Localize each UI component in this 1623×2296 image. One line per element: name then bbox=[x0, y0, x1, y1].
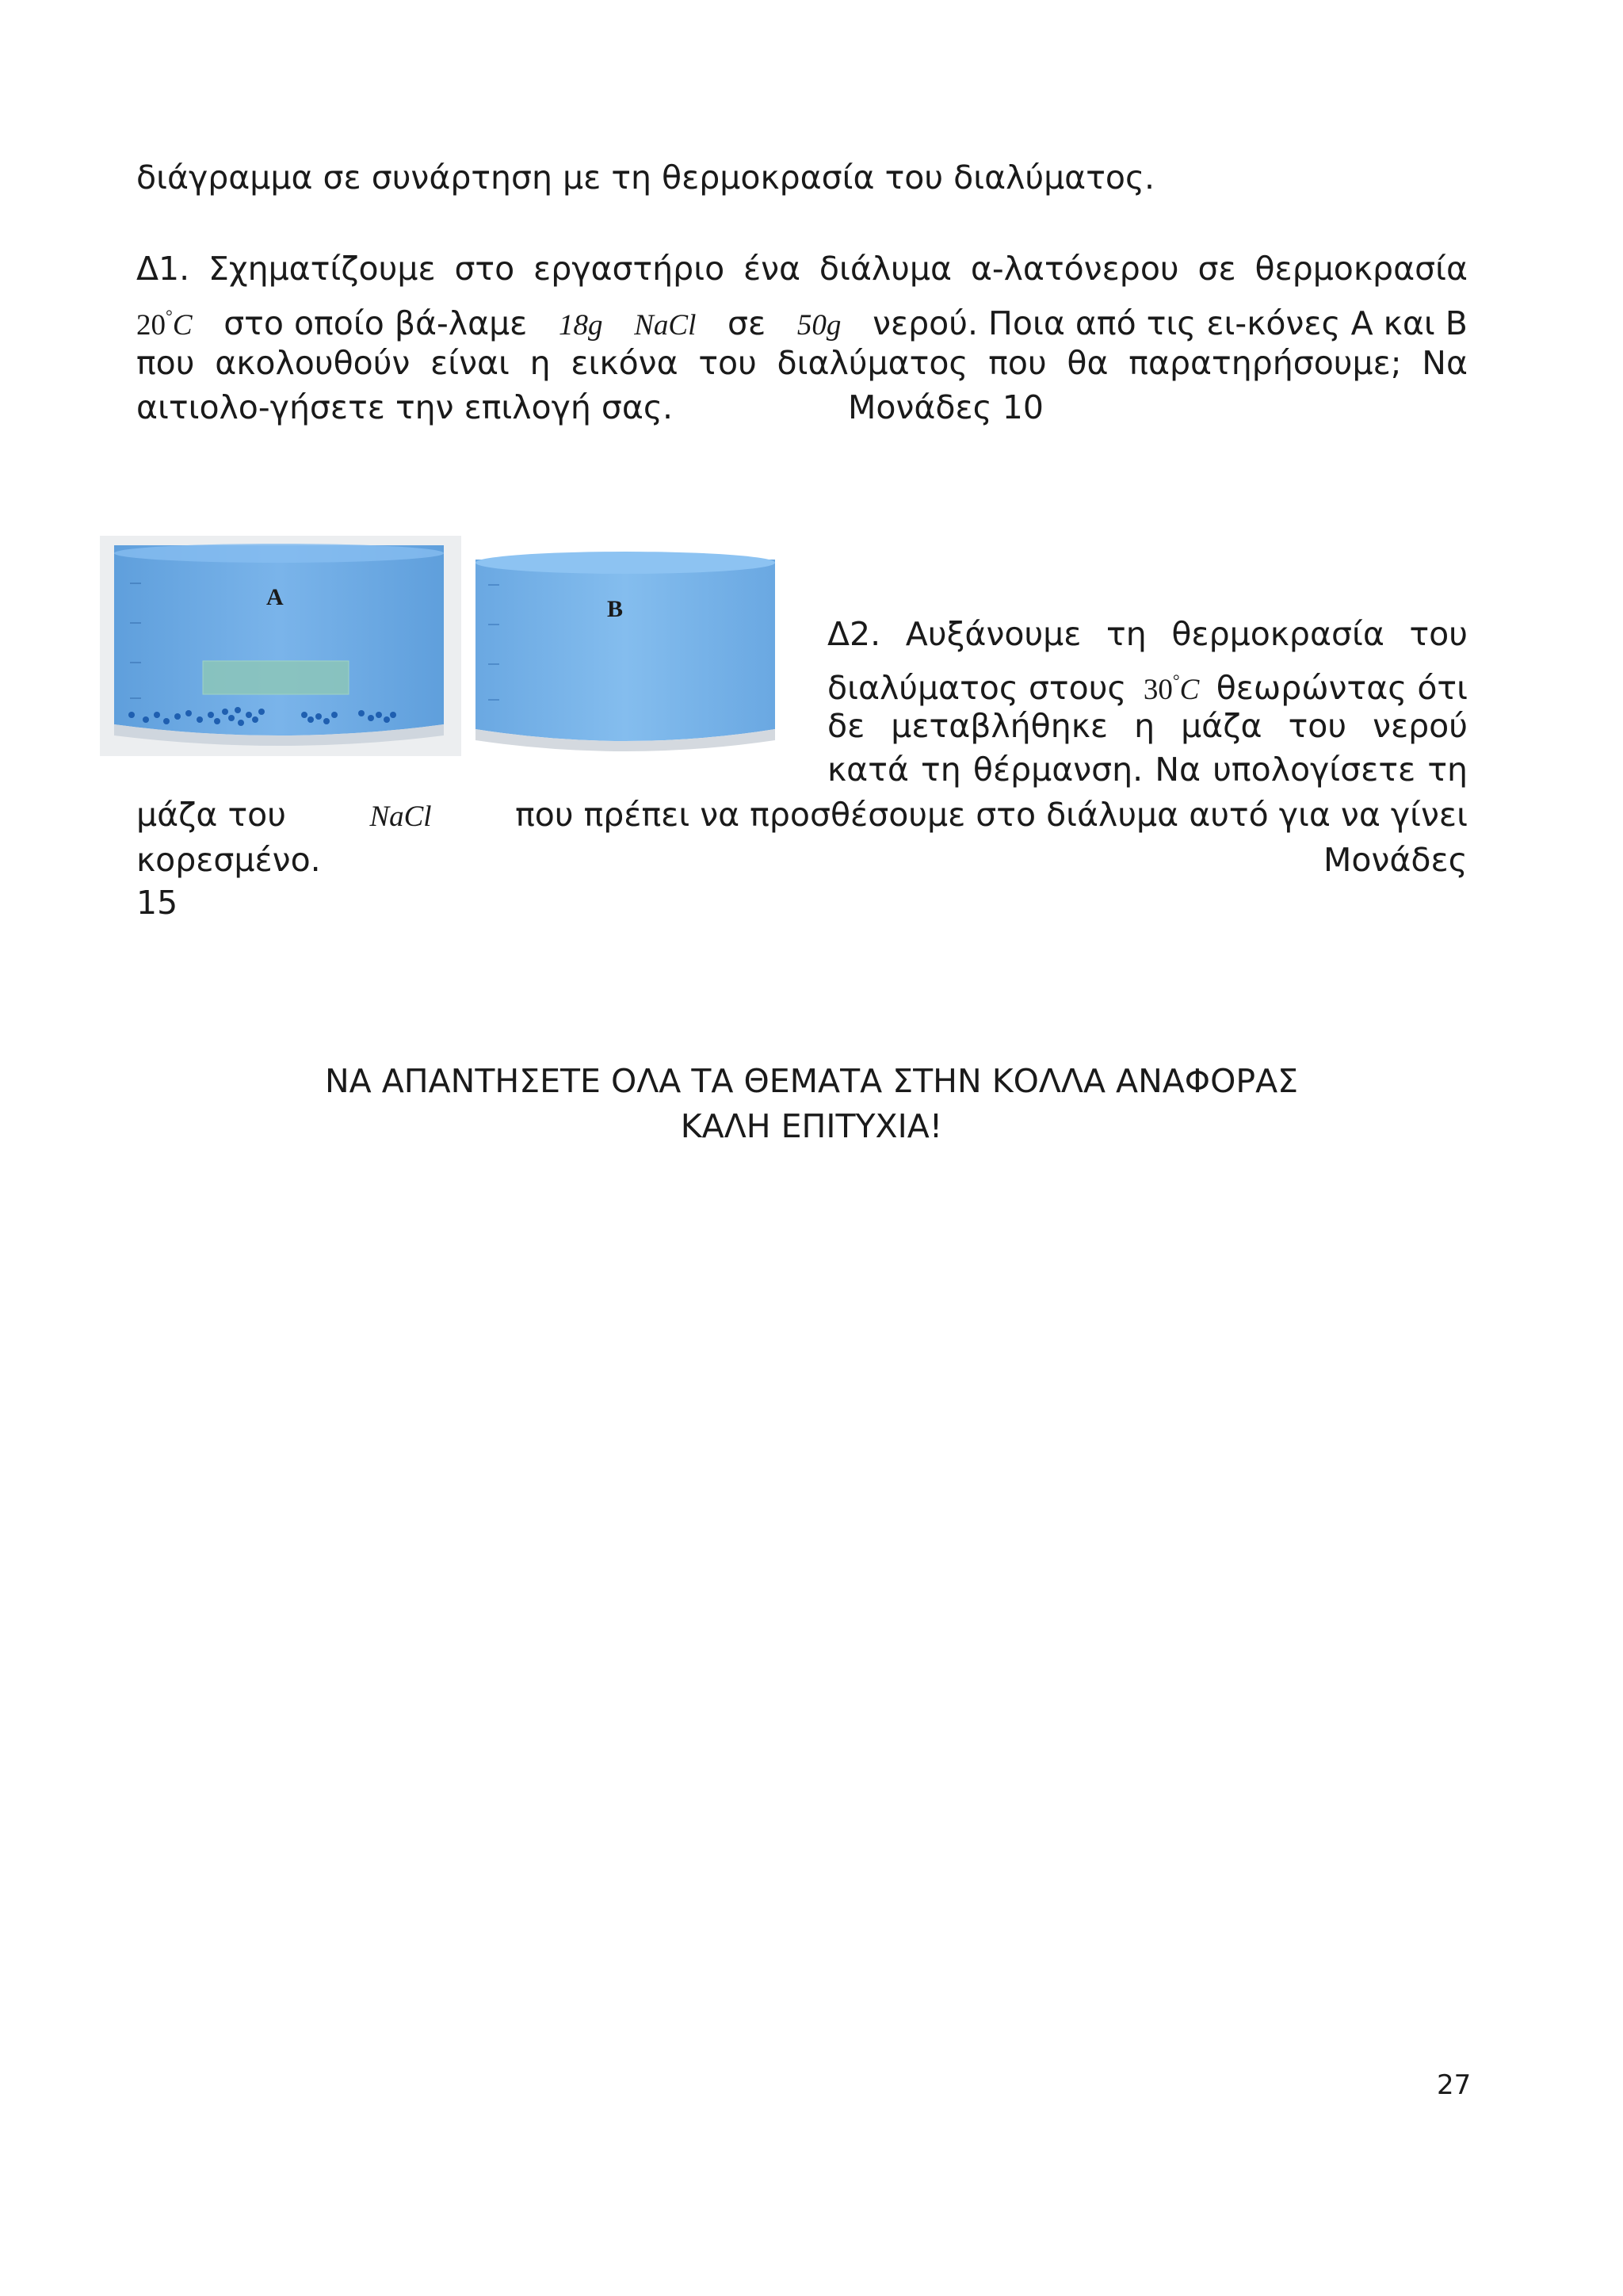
d2-text-assuming: θεωρώντας ότι bbox=[1216, 669, 1468, 707]
closing-instruction: ΝΑ ΑΠΑΝΤΗΣΕΤΕ ΟΛΑ ΤΑ ΘΕΜΑΤΑ ΣΤΗΝ ΚΟΛΛΑ ΑΝΑΦΟΡΑΣ bbox=[324, 1062, 1299, 1100]
d1-points: Μονάδες 10 bbox=[848, 388, 1044, 426]
d2-points-value: 15 bbox=[136, 884, 178, 922]
page-number: 27 bbox=[1437, 2069, 1472, 2101]
d2-line-4: κατά τη θέρμανση. Να υπολογίσετε τη bbox=[827, 751, 1468, 789]
d1-water-mass: 50g bbox=[796, 309, 842, 342]
d1-text-question: νερού. Ποια από τις ει-κόνες A και B bbox=[873, 304, 1468, 342]
d1-temperature: 20°C bbox=[136, 306, 193, 342]
d2-line-1: Δ2. Αυξάνουμε τη θερμοκρασία του bbox=[827, 615, 1468, 653]
d2-line-5 bbox=[136, 793, 1468, 839]
d1-line-3: που ακολουθούν είναι η εικόνα του διαλύματος που θα παρατηρήσουμε; Να bbox=[136, 344, 1468, 382]
d1-salt-formula: NaCl bbox=[634, 309, 697, 342]
beaker-b-illustration bbox=[471, 545, 780, 756]
d1-text-in: σε bbox=[727, 304, 766, 342]
d1-line-1: Δ1. Σχηματίζουμε στο εργαστήριο ένα διάλυμα α-λατόνερου σε θερμοκρασία bbox=[136, 250, 1468, 288]
d2-salt-formula: NaCl bbox=[369, 800, 432, 833]
d2-temperature: 30°C bbox=[1143, 670, 1200, 706]
d2-points-label: Μονάδες bbox=[1323, 841, 1468, 879]
beaker-figure-a bbox=[100, 536, 461, 756]
beaker-a-illustration bbox=[100, 536, 461, 756]
d2-line-6: κορεσμένο. bbox=[136, 841, 321, 879]
beaker-figure-b bbox=[471, 545, 780, 756]
closing-wishes: ΚΑΛΗ ΕΠΙΤΥΧΙΑ! bbox=[680, 1107, 943, 1145]
figure-b-label: B bbox=[607, 596, 624, 622]
intro-line: διάγραμμα σε συνάρτηση με τη θερμοκρασία του διαλύματος. bbox=[136, 159, 1155, 197]
d2-text-mass: μάζα του bbox=[136, 796, 286, 834]
d2-text-solution: διαλύματος στους bbox=[827, 669, 1127, 707]
d1-text-put: στο οποίο βά-λαμε bbox=[223, 304, 528, 342]
d1-line-2 bbox=[136, 293, 1468, 348]
d2-line-3: δε μεταβλήθηκε η μάζα του νερού bbox=[827, 707, 1468, 745]
d1-line-4: αιτιολο-γήσετε την επιλογή σας. bbox=[136, 388, 674, 426]
figure-a-label: A bbox=[266, 584, 284, 610]
d2-text-add: που πρέπει να προσθέσουμε στο διάλυμα αυτό για να γίνει bbox=[515, 796, 1468, 834]
d1-salt-mass: 18g bbox=[559, 309, 603, 342]
